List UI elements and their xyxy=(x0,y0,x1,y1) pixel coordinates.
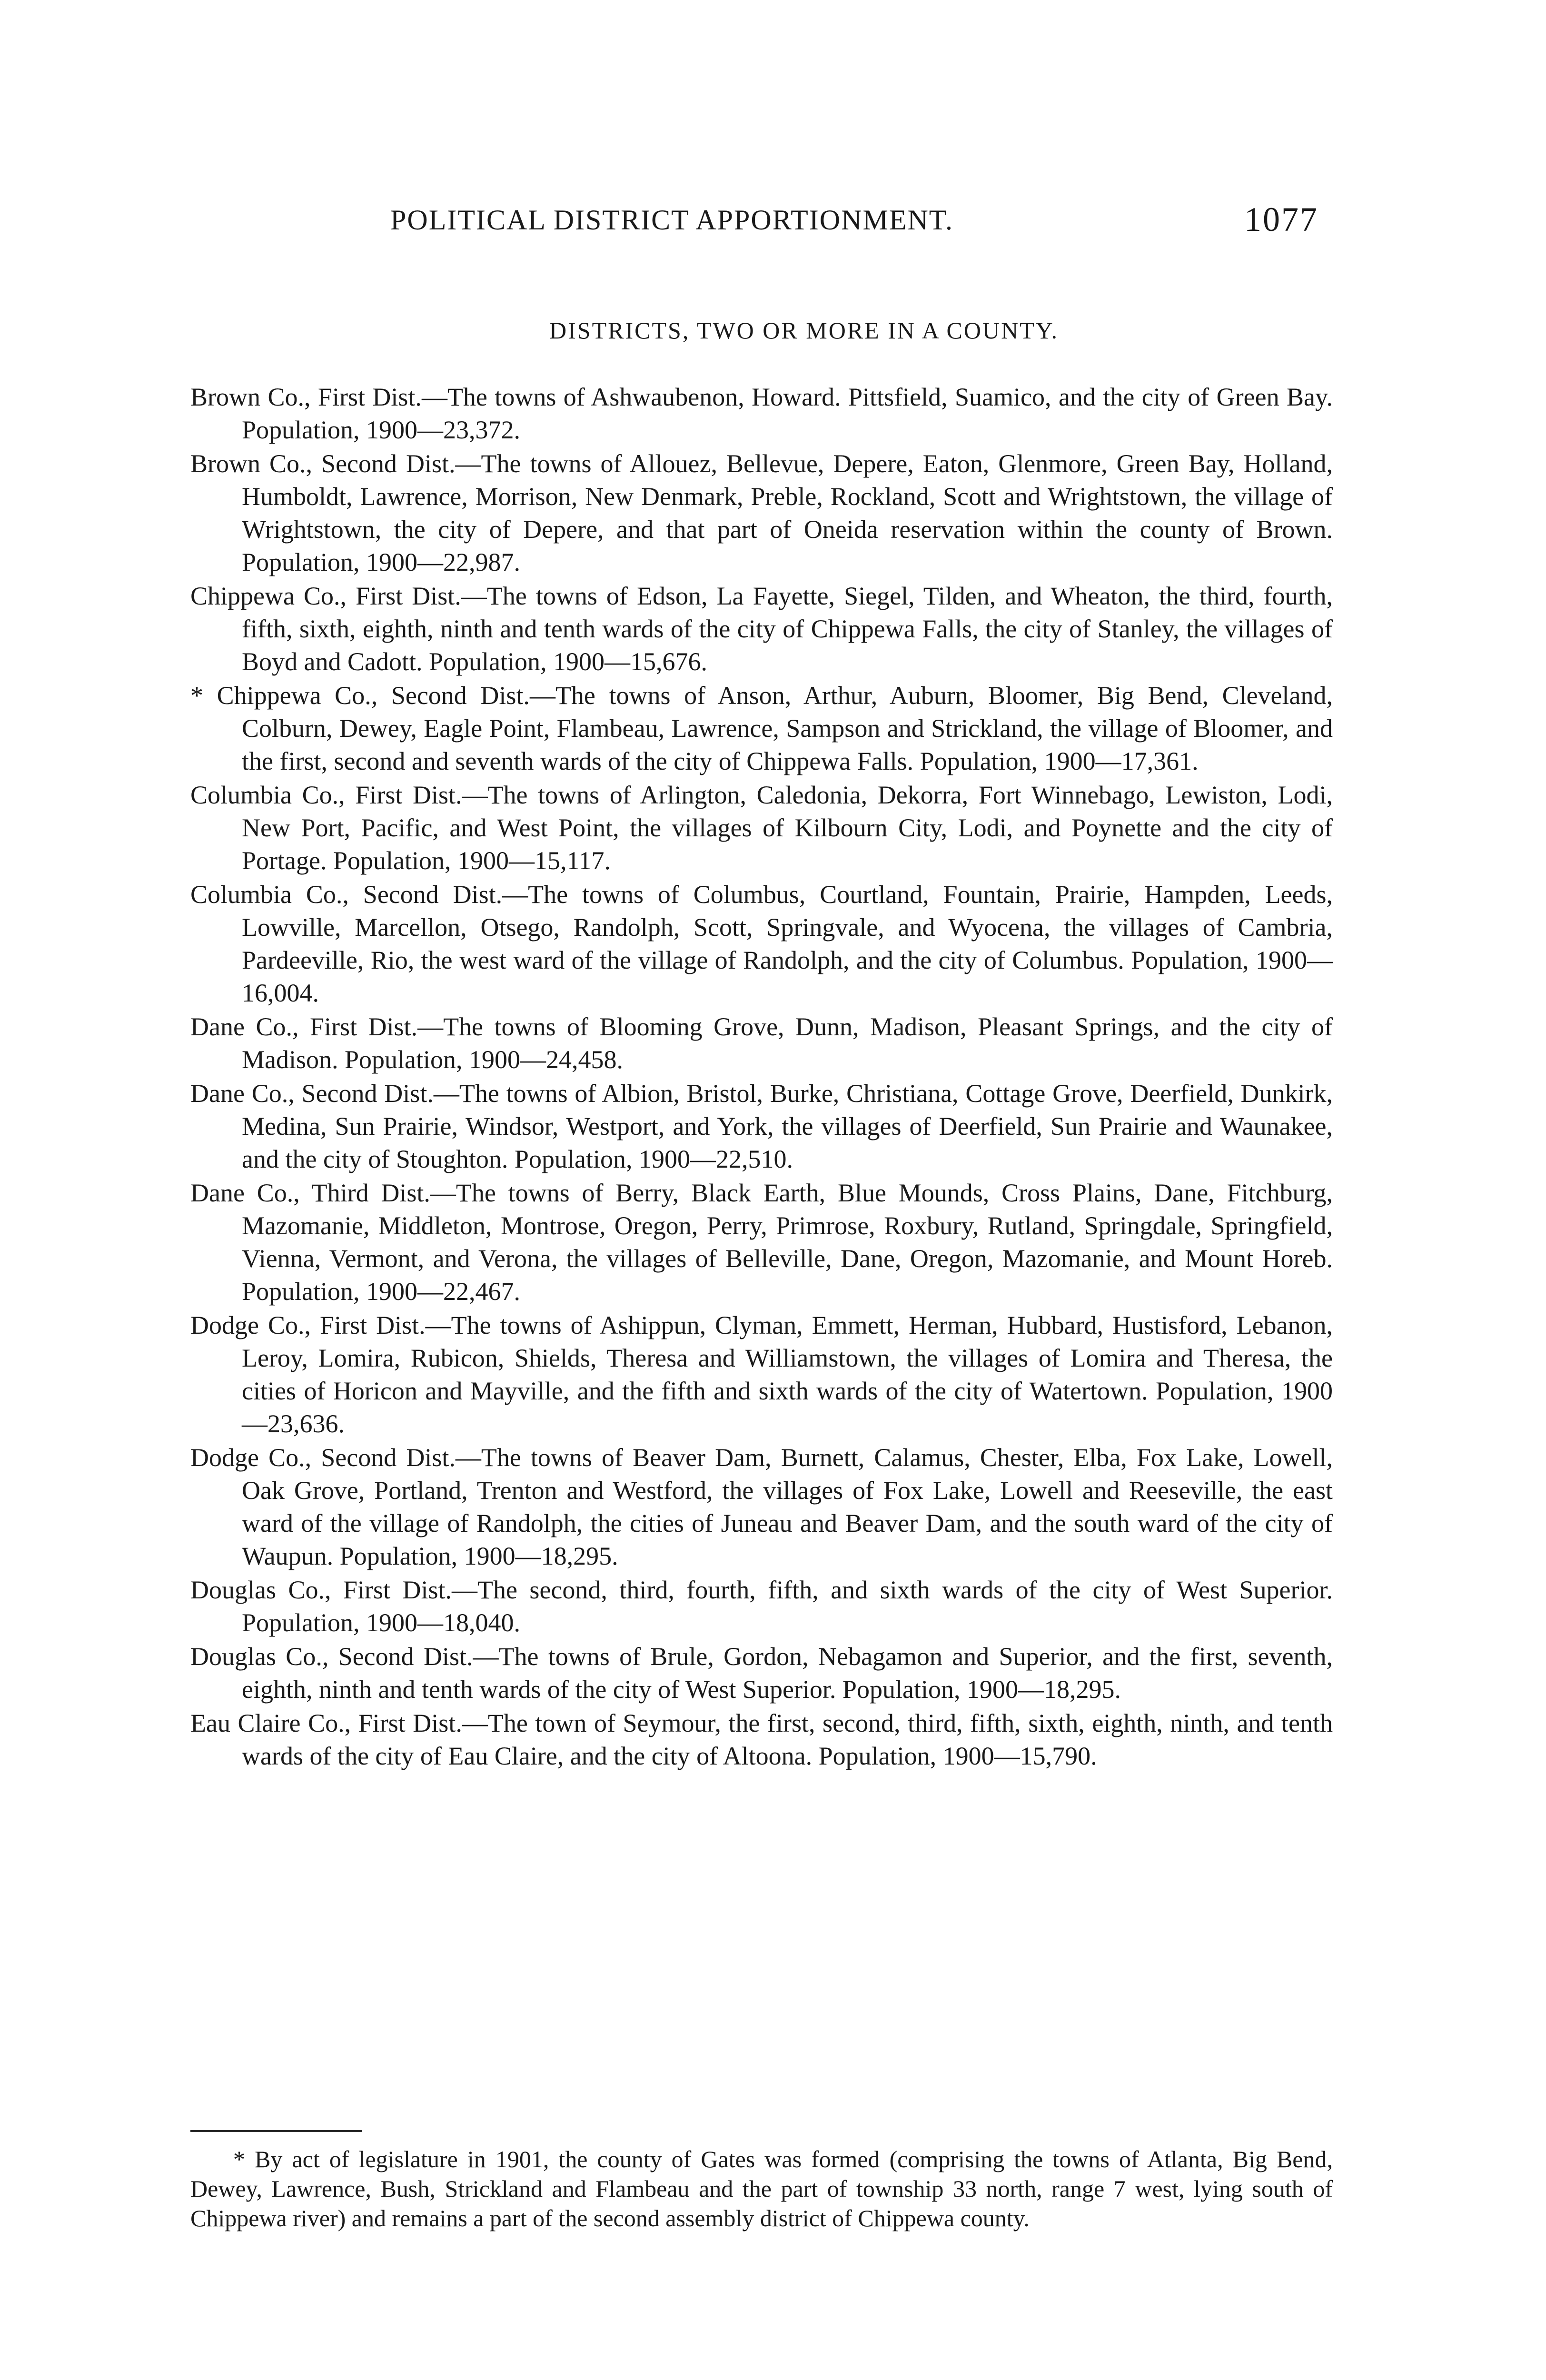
entry-district: First Dist. xyxy=(309,1012,418,1041)
entry-text: —The towns of Beaver Dam, Burnett, Calamus, Chester, Elba, Fox Lake, Lowell, Oak Grove, Portland, Trenton and Westford, the villages of Fox Lake, Lowell and Reeseville, the east ward of the village of Randolph, the cities of Juneau and Beaver Dam, and the south ward of the city of Waupun. Population, 1900—18,295. xyxy=(242,1443,1333,1570)
entry-county: Dodge Co., xyxy=(190,1443,312,1472)
entry-county: * Chippewa Co., xyxy=(190,681,378,710)
footnote-rule xyxy=(190,2130,362,2132)
district-entry xyxy=(190,1309,1333,1440)
entry-county: Columbia Co., xyxy=(190,880,349,909)
entry-text: —The towns of Columbus, Courtland, Fountain, Prairie, Hampden, Leeds, Lowville, Marcellon, Otsego, Randolph, Scott, Springvale, and Wyocena, the villages of Cambria, Pardeeville, Rio, the west ward of the village of Randolph, and the city of Columbus. Population, 1900—16,004. xyxy=(242,880,1333,1007)
entry-district: First Dist. xyxy=(343,1576,452,1604)
entry-county: Columbia Co., xyxy=(190,781,345,809)
district-entry xyxy=(190,779,1333,877)
entry-district: First Dist. xyxy=(356,582,461,610)
entry-text: —The towns of Berry, Black Earth, Blue Mounds, Cross Plains, Dane, Fitchburg, Mazomanie, Middleton, Montrose, Oregon, Perry, Primrose, Roxbury, Rutland, Springdale, Springfield, Vienna, Vermont, and Verona, the villages of Belleville, Dane, Oregon, Mazomanie, and Mount Horeb. Population, 1900—22,467. xyxy=(242,1179,1333,1306)
entry-county: Dane Co., xyxy=(190,1012,299,1041)
entry-district: Third Dist. xyxy=(311,1179,430,1207)
entry-district: Second Dist. xyxy=(338,1642,473,1671)
entry-district: Second Dist. xyxy=(363,880,503,909)
entry-district: Second Dist. xyxy=(321,449,456,478)
entry-district: Second Dist. xyxy=(321,1443,456,1472)
district-entry xyxy=(190,679,1333,778)
district-entry xyxy=(190,1077,1333,1176)
footnote: * By act of legislature in 1901, the county of Gates was formed (comprising the towns of Atlanta, Big Bend, Dewey, Lawrence, Bush, Strickland and Flambeau and the part of township 33 north, range 7 west, lying south of Chippewa river) and remains a part of the second assembly district of Chippewa county. xyxy=(190,2146,1333,2231)
entry-text: —The town of Seymour, the first, second, third, fifth, sixth, eighth, ninth, and tenth wards of the city of Eau Claire, and the city of Altoona. Population, 1900—15,790. xyxy=(242,1709,1333,1770)
entry-text: —The towns of Ashippun, Clyman, Emmett, Herman, Hubbard, Hustisford, Lebanon, Leroy, Lomira, Rubicon, Shields, Theresa and Williamstown, the villages of Lomira and Theresa, the cities of Horicon and Mayville, and the fifth and sixth wards of the city of Watertown. Population, 1900—23,636. xyxy=(242,1311,1333,1438)
district-entry xyxy=(190,1574,1333,1639)
entry-text: —The towns of Allouez, Bellevue, Depere, Eaton, Glenmore, Green Bay, Holland, Humboldt, Lawrence, Morrison, New Denmark, Preble, Rockland, Scott and Wrightstown, the village of Wrightstown, the city of Depere, and that part of Oneida reservation within the county of Brown. Population, 1900—22,987. xyxy=(242,449,1333,576)
page-number: 1077 xyxy=(1244,200,1318,238)
entry-text: —The towns of Arlington, Caledonia, Dekorra, Fort Winnebago, Lewiston, Lodi, New Port, Pacific, and West Point, the villages of Kilbourn City, Lodi, and Poynette and the city of Portage. Population, 1900—15,117. xyxy=(242,781,1333,875)
district-entry xyxy=(190,1441,1333,1573)
entry-text: —The towns of Ashwaubenon, Howard. Pittsfield, Suamico, and the city of Green Bay. Population, 1900—23,372. xyxy=(242,383,1333,444)
entry-text: —The towns of Blooming Grove, Dunn, Madison, Pleasant Springs, and the city of Madison. Population, 1900—24,458. xyxy=(242,1012,1333,1074)
district-entry xyxy=(190,447,1333,579)
entry-county: Chippewa Co., xyxy=(190,582,347,610)
entry-text: —The towns of Brule, Gordon, Nebagamon and Superior, and the first, seventh, eighth, ninth and tenth wards of the city of West Superior. Population, 1900—18,295. xyxy=(242,1642,1333,1704)
entry-county: Dane Co., xyxy=(190,1179,300,1207)
entry-district: First Dist. xyxy=(355,781,462,809)
entry-county: Brown Co., xyxy=(190,383,311,411)
district-entry xyxy=(190,1707,1333,1773)
running-title: POLITICAL DISTRICT APPORTIONMENT. xyxy=(390,204,953,236)
district-entry xyxy=(190,381,1333,446)
entry-county: Dodge Co., xyxy=(190,1311,311,1339)
entry-district: First Dist. xyxy=(358,1709,462,1737)
entry-district: Second Dist. xyxy=(391,681,530,710)
entry-county: Douglas Co., xyxy=(190,1576,331,1604)
district-entries xyxy=(190,381,1333,1774)
section-heading: DISTRICTS, TWO OR MORE IN A COUNTY. xyxy=(549,317,1059,344)
entry-county: Brown Co., xyxy=(190,449,313,478)
entry-text: —The second, third, fourth, fifth, and sixth wards of the city of West Superior. Population, 1900—18,040. xyxy=(242,1576,1333,1637)
entry-text: —The towns of Albion, Bristol, Burke, Christiana, Cottage Grove, Deerfield, Dunkirk, Medina, Sun Prairie, Windsor, Westport, and York, the villages of Deerfield, Sun Prairie and Waunakee, and the city of Stoughton. Population, 1900—22,510. xyxy=(242,1079,1333,1173)
district-entry xyxy=(190,580,1333,678)
district-entry xyxy=(190,1640,1333,1706)
entry-district: Second Dist. xyxy=(301,1079,434,1108)
entry-county: Douglas Co., xyxy=(190,1642,329,1671)
district-entry xyxy=(190,878,1333,1010)
entry-text: —The towns of Anson, Arthur, Auburn, Bloomer, Big Bend, Cleveland, Colburn, Dewey, Eagle Point, Flambeau, Lawrence, Sampson and Strickland, the village of Bloomer, and the first, second and seventh wards of the city of Chippewa Falls. Population, 1900—17,361. xyxy=(242,681,1333,775)
entry-district: First Dist. xyxy=(320,1311,426,1339)
entry-text: —The towns of Edson, La Fayette, Siegel, Tilden, and Wheaton, the third, fourth, fifth, sixth, eighth, ninth and tenth wards of the city of Chippewa Falls, the city of Stanley, the villages of Boyd and Cadott. Population, 1900—15,676. xyxy=(242,582,1333,676)
entry-county: Dane Co., xyxy=(190,1079,295,1108)
district-entry xyxy=(190,1177,1333,1308)
entry-district: First Dist. xyxy=(317,383,422,411)
district-entry xyxy=(190,1011,1333,1076)
running-head xyxy=(390,200,1318,243)
entry-county: Eau Claire Co., xyxy=(190,1709,351,1737)
